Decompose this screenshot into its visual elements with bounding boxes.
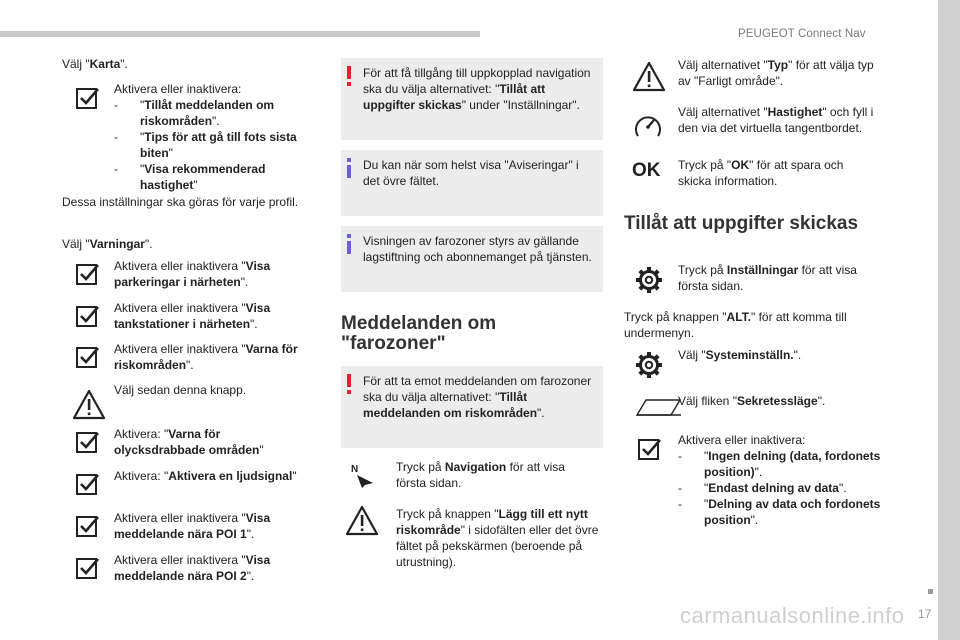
svg-text:N: N [351,464,359,475]
watermark: carmanualsonline.info [680,603,905,628]
checkbox-icon [74,470,102,498]
checkbox-icon [74,428,102,456]
select-button-text: Välj sedan denna knapp. [114,383,247,397]
checkbox-icon [74,343,102,371]
list-item: - "Ingen delning (data, fordonets position)". [678,449,881,479]
header-bar [0,31,480,37]
privacy-settings [678,432,883,528]
section-heading-hazard-zones: Meddelanden om "farozoner" [341,313,497,354]
activate-intro: Aktivera eller inaktivera: [678,433,806,447]
navigation-icon [349,461,377,489]
warning-triangle-icon [72,388,106,422]
map-options-list [114,97,314,193]
step-speed: Välj alternativet "Hastighet" och fyll i den via det virtuella tangentbordet. [678,105,874,135]
warning-option-poi1: Aktivera eller inaktivera "Visa meddelande nära POI 1". [114,511,271,541]
list-item: - "Tips för att gå till fots sista biten" [114,130,297,160]
select-warnings-text: Välj "Varningar". [62,237,153,251]
select-map-text: Välj "Karta". [62,57,128,71]
gear-icon [634,350,664,380]
note-legislation: Visningen av farozoner styrs av gällande lagstiftning och abonnemanget på tjänsten. [341,226,603,292]
checkbox-icon [74,512,102,540]
step-add-risk-zone: Tryck på knappen "Lägg till ett nytt riskområde" i sidofälten eller det övre fältet på pekskärmen (beroende på utrustning). [396,507,599,569]
checkbox-icon [74,554,102,582]
info-mark-icon [345,158,353,178]
step-ok: Tryck på "OK" för att spara och skicka information. [678,158,844,188]
step-privacy-tab: Välj fliken "Sekretessläge". [678,394,826,408]
section-heading-data-sharing: Tillåt att uppgifter skickas [624,213,859,234]
tab-icon [636,397,682,417]
warning-triangle-icon [632,60,666,94]
warning-triangle-icon [345,504,379,538]
page-side-bar [938,0,960,640]
alt-instruction: Tryck på knappen "ALT." för att komma till undermenyn. [624,310,847,340]
list-item: - "Endast delning av data". [678,481,847,495]
checkbox-icon [74,260,102,288]
brand-title: PEUGEOT Connect Nav [738,28,866,40]
warning-option-parking: Aktivera eller inaktivera "Visa parkeringar i närheten". [114,259,271,289]
warning-option-risk: Aktivera eller inaktivera "Varna för riskområden". [114,342,298,372]
gear-icon [634,265,664,295]
checkbox-icon [636,435,664,463]
warning-mark-icon [345,374,353,394]
step-settings: Tryck på Inställningar för att visa första sidan. [678,263,857,293]
step-type: Välj alternativet "Typ" för att välja typ av "Farligt område". [678,58,874,88]
warning-option-poi2: Aktivera eller inaktivera "Visa meddelande nära POI 2". [114,553,271,583]
note-notifications: Du kan när som helst visa "Aviseringar" i det övre fältet. [341,150,603,216]
note-connected-navigation: För att få tillgång till uppkopplad navigation ska du välja alternativet: "Tillåt att uppgifter skickas" under "Inställningar". [341,58,603,140]
step-system-settings: Välj "Systeminställn.". [678,348,802,362]
warning-option-stations: Aktivera eller inaktivera "Visa tankstationer i närheten". [114,301,271,331]
warning-mark-icon [345,66,353,86]
privacy-options-list [678,448,883,528]
checkbox-icon [74,84,102,112]
warning-option-accident: Aktivera: "Varna för olycksdrabbade områden" [114,427,264,457]
step-navigation: Tryck på Navigation för att visa första sidan. [396,460,565,490]
map-settings [114,81,314,193]
info-mark-icon [345,234,353,254]
list-item: - "Visa rekommenderad hastighet" [114,162,266,192]
ok-icon: OK [632,160,661,181]
note-hazard-messages: För att ta emot meddelanden om farozoner ska du välja alternativet: "Tillåt meddelanden om riskområden". [341,366,603,448]
warning-option-sound: Aktivera: "Aktivera en ljudsignal" [114,469,297,483]
page-number: 17 [918,607,932,621]
list-item: - "Delning av data och fordonets position". [678,497,881,527]
activate-intro: Aktivera eller inaktivera: [114,82,242,96]
list-item: - "Tillåt meddelanden om riskområden". [114,98,275,128]
profile-note: Dessa inställningar ska göras för varje profil. [62,195,299,209]
checkbox-icon [74,302,102,330]
speedometer-icon [632,110,664,142]
continue-marker [928,589,933,594]
